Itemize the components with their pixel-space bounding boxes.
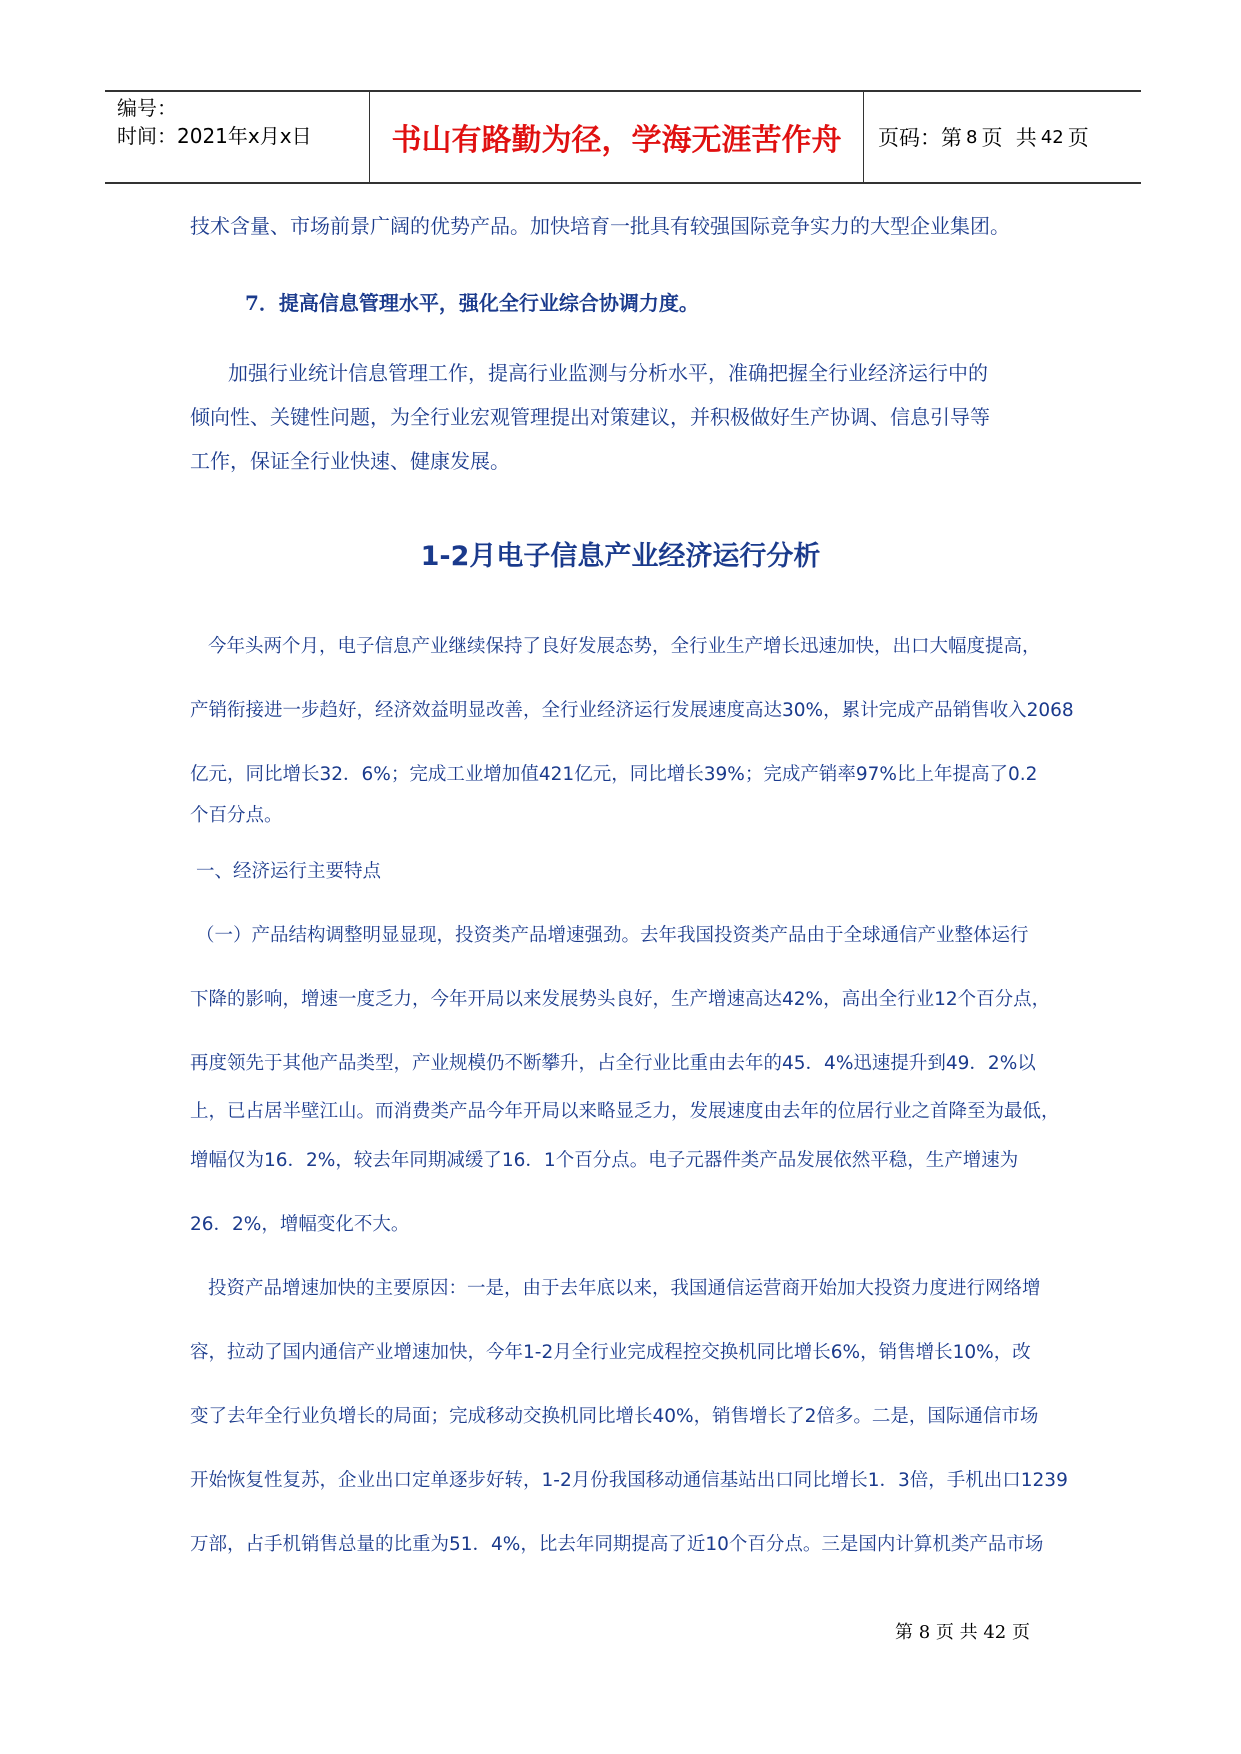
header-motto <box>370 92 864 182</box>
section-heading: 一、经济运行主要特点 <box>196 861 382 882</box>
body-line: 个百分点。 <box>190 805 283 826</box>
body-line: 再度领先于其他产品类型，产业规模仍不断攀升，占全行业比重由去年的45．4%迅速提升到49．2%以 <box>190 1053 1036 1074</box>
body-line: 变了去年全行业负增长的局面；完成移动交换机同比增长40%，销售增长了2倍多。二是，国际通信市场 <box>190 1406 1039 1427</box>
page-label-post: 页 <box>1067 126 1089 150</box>
page-number: 8 <box>966 126 978 148</box>
page-label-mid: 页 共 <box>981 126 1037 150</box>
subheading-7: 7．提高信息管理水平，强化全行业综合协调力度。 <box>245 291 699 315</box>
article-title: 1-2月电子信息产业经济运行分析 <box>420 541 821 572</box>
body-line: 投资产品增速加快的主要原因：一是，由于去年底以来，我国通信运营商开始加大投资力度进行网络增 <box>208 1278 1041 1299</box>
carry-over-line: 技术含量、市场前景广阔的优势产品。加快培育一批具有较强国际竞争实力的大型企业集团。 <box>190 214 1010 238</box>
header-meta <box>105 92 370 182</box>
body-line: 亿元，同比增长32．6%；完成工业增加值421亿元，同比增长39%；完成产销率97%比上年提高了0.2 <box>190 764 1038 785</box>
paragraph-line: 倾向性、关键性问题，为全行业宏观管理提出对策建议，并积极做好生产协调、信息引导等 <box>190 405 990 429</box>
body-line: 万部，占手机销售总量的比重为51．4%，比去年同期提高了近10个百分点。三是国内计算机类产品市场 <box>190 1534 1044 1555</box>
body-line: 下降的影响，增速一度乏力，今年开局以来发展势头良好，生产增速高达42%，高出全行业12个百分点， <box>190 989 1051 1010</box>
header-page-info <box>864 92 1141 182</box>
page-total: 42 <box>1040 126 1064 148</box>
number-label: 编号： <box>117 96 177 120</box>
paragraph-line: 加强行业统计信息管理工作，提高行业监测与分析水平，准确把握全行业经济运行中的 <box>228 361 988 385</box>
body-line: 容，拉动了国内通信产业增速加快，今年1-2月全行业完成程控交换机同比增长6%，销售增长10%，改 <box>190 1342 1031 1363</box>
body-line: 今年头两个月，电子信息产业继续保持了良好发展态势，全行业生产增长迅速加快，出口大幅度提高， <box>208 636 1041 657</box>
page-footer: 第 8 页 共 42 页 <box>895 1622 1030 1643</box>
body-line: （一）产品结构调整明显显现，投资类产品增速强劲。去年我国投资类产品由于全球通信产业整体运行 <box>196 925 1029 946</box>
body-line: 26．2%，增幅变化不大。 <box>190 1214 410 1235</box>
body-line: 产销衔接进一步趋好，经济效益明显改善，全行业经济运行发展速度高达30%，累计完成产品销售收入2068 <box>190 700 1074 721</box>
body-line: 增幅仅为16．2%，较去年同期减缓了16．1个百分点。电子元器件类产品发展依然平稳，生产增速为 <box>190 1150 1019 1171</box>
page-label-pre: 页码：第 <box>878 126 962 150</box>
paragraph-line: 工作，保证全行业快速、健康发展。 <box>190 449 510 473</box>
page-header <box>105 90 1141 184</box>
time-label: 时间：2021年x月x日 <box>117 124 312 148</box>
motto-text: 书山有路勤为径，学海无涯苦作舟 <box>391 123 842 158</box>
body-line: 上，已占居半壁江山。而消费类产品今年开局以来略显乏力，发展速度由去年的位居行业之首降至为最低， <box>190 1101 1060 1122</box>
body-line: 开始恢复性复苏，企业出口定单逐步好转，1-2月份我国移动通信基站出口同比增长1．3倍，手机出口1239 <box>190 1470 1068 1491</box>
